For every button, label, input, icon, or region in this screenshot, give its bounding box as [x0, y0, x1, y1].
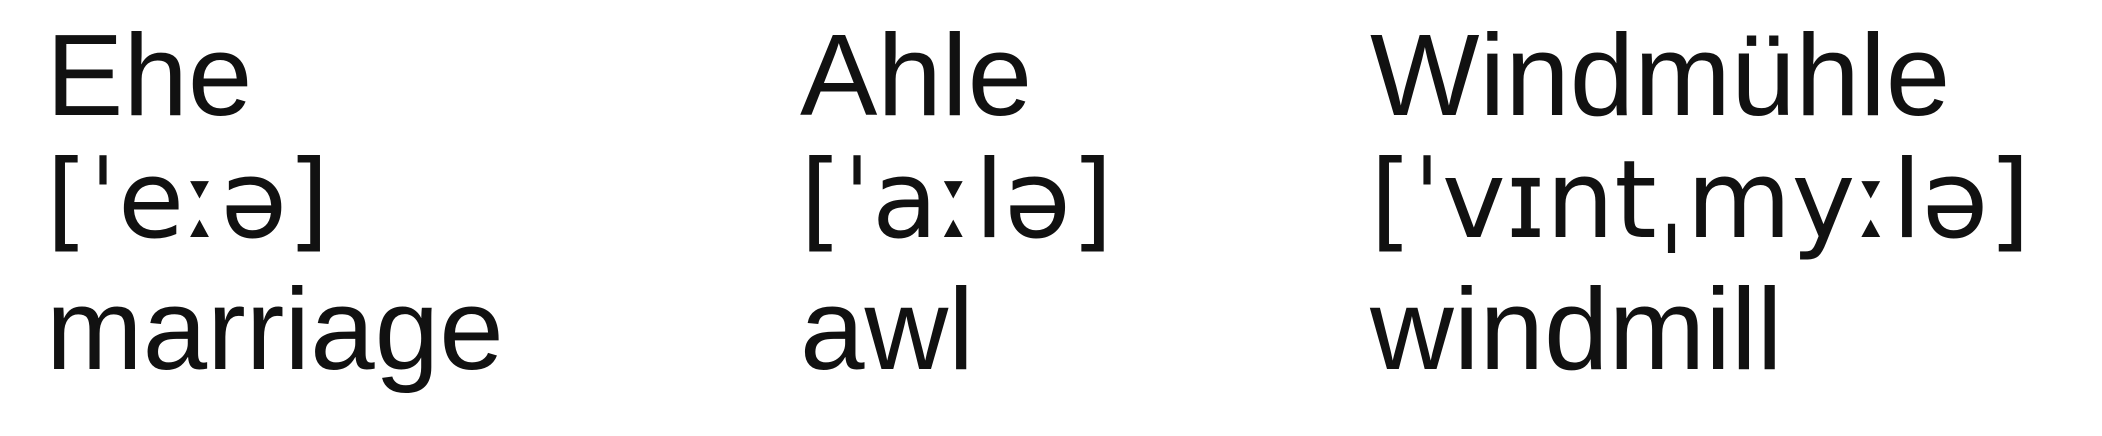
- english-translation: awl: [800, 264, 975, 394]
- ipa-transcription: [ˈeːə]: [46, 138, 330, 263]
- ipa-transcription: [ˈvɪntˌmyːlə]: [1370, 138, 2031, 263]
- german-word: Ehe: [46, 10, 253, 140]
- vocabulary-table: [46, 10, 2086, 426]
- german-word: Windmühle: [1370, 10, 1951, 140]
- ipa-transcription: [ˈaːlə]: [800, 138, 1113, 263]
- english-translation: marriage: [46, 264, 504, 394]
- german-word: Ahle: [800, 10, 1033, 140]
- english-translation: windmill: [1370, 264, 1783, 394]
